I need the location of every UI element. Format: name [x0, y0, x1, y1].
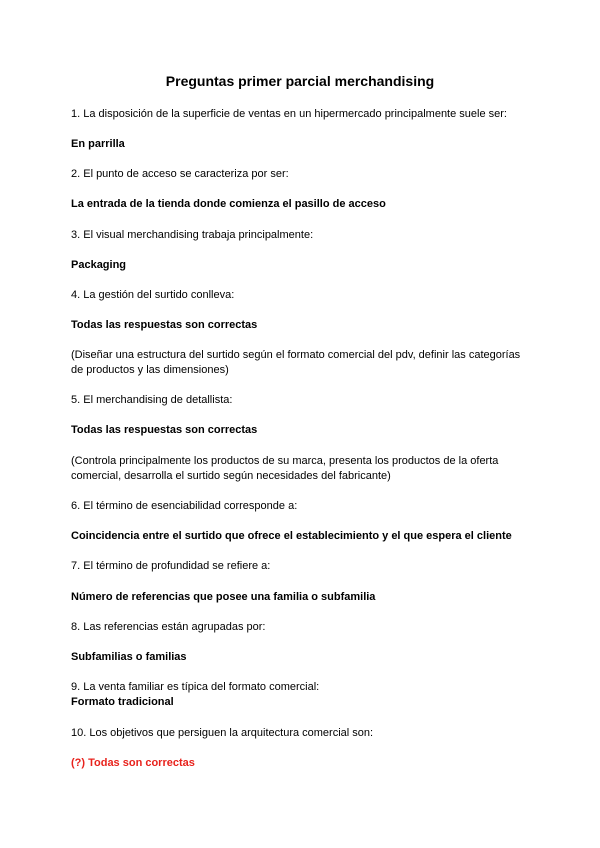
note-5-line-1: (Controla principalmente los productos de su marca, presenta los productos de la oferta — [71, 455, 499, 467]
answer-8: Subfamilias o familias — [71, 651, 187, 663]
note-4-line-1: (Diseñar una estructura del surtido según el formato comercial del pdv, definir las categorías — [71, 349, 521, 361]
answer-9: Formato tradicional — [71, 696, 174, 708]
question-9: 9. La venta familiar es típica del formato comercial: — [71, 681, 320, 693]
question-5: 5. El merchandising de detallista: — [71, 394, 233, 406]
question-3: 3. El visual merchandising trabaja principalmente: — [71, 229, 314, 241]
question-1: 1. La disposición de la superficie de ventas en un hipermercado principalmente suele ser: — [71, 108, 507, 120]
answer-2: La entrada de la tienda donde comienza el pasillo de acceso — [71, 198, 386, 210]
question-4: 4. La gestión del surtido conlleva: — [71, 289, 235, 301]
note-5-line-2: comercial, desarrolla el surtido según necesidades del fabricante) — [71, 470, 391, 482]
answer-4: Todas las respuestas son correctas — [71, 319, 258, 331]
document-title: Preguntas primer parcial merchandising — [165, 73, 435, 89]
question-8: 8. Las referencias están agrupadas por: — [71, 621, 266, 633]
question-2: 2. El punto de acceso se caracteriza por ser: — [71, 168, 289, 180]
question-6: 6. El término de esenciabilidad corresponde a: — [71, 500, 298, 512]
question-10: 10. Los objetivos que persiguen la arquitectura comercial son: — [71, 727, 374, 739]
note-4-line-2: de productos y las dimensiones) — [71, 364, 229, 376]
question-7: 7. El término de profundidad se refiere a: — [71, 560, 271, 572]
answer-3: Packaging — [71, 259, 127, 271]
answer-1: En parrilla — [71, 138, 125, 150]
answer-6: Coincidencia entre el surtido que ofrece el establecimiento y el que espera el cliente — [71, 530, 512, 542]
answer-10: (?) Todas son correctas — [71, 757, 195, 769]
answer-7: Número de referencias que posee una familia o subfamilia — [71, 591, 376, 603]
answer-5: Todas las respuestas son correctas — [71, 424, 258, 436]
